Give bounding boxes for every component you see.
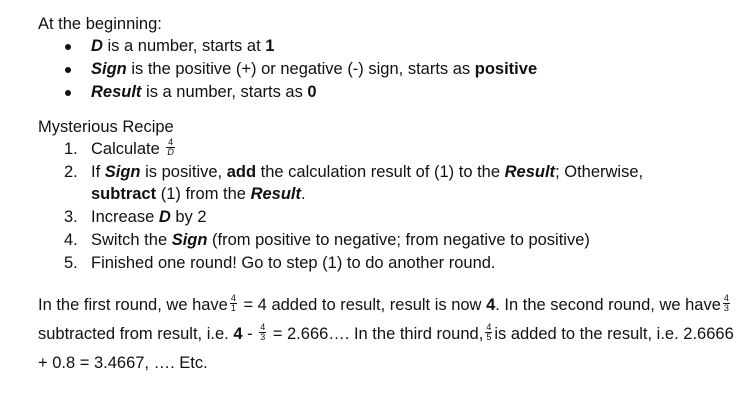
- paragraph-text: = 4 added to result, result is now: [238, 296, 487, 314]
- step-text: Increase: [91, 208, 159, 226]
- step-text: ; Otherwise,: [555, 163, 644, 181]
- term-result: Result: [91, 83, 142, 101]
- term-sign: Sign: [104, 163, 141, 181]
- paragraph-text: . In the second round, we have: [495, 296, 721, 314]
- step-text: Finished one round! Go to step (1) to do another round.: [91, 254, 496, 272]
- step-item: [38, 229, 743, 251]
- fraction-denominator: 1: [230, 303, 236, 314]
- bullet-icon: [65, 67, 71, 73]
- fraction-4-over-5: [485, 323, 492, 342]
- fraction-numerator: 4: [260, 322, 266, 333]
- step-text: .: [301, 185, 306, 203]
- document-page: [38, 13, 743, 378]
- list-item: [38, 81, 743, 104]
- paragraph-text: In the first round, we have: [38, 296, 228, 314]
- step-text: by 2: [170, 208, 207, 226]
- step-number: 3.: [64, 208, 78, 226]
- fraction-numerator: 4: [230, 293, 236, 304]
- fraction-denominator: 3: [260, 332, 266, 343]
- step-item: [38, 138, 743, 160]
- list-item-text: is the positive (+) or negative (-) sign, starts as: [126, 60, 475, 78]
- initial-values-list: [38, 35, 743, 104]
- recipe-heading: Mysterious Recipe: [38, 118, 174, 136]
- list-item-text: is a number, starts as: [141, 83, 308, 101]
- step-text: Switch the: [91, 231, 172, 249]
- term-sign: Sign: [91, 60, 127, 78]
- list-item-value: 1: [265, 37, 275, 55]
- fraction-4-over-1: [230, 294, 237, 313]
- fraction-denominator: 3: [723, 303, 729, 314]
- fraction-4-over-3: [723, 294, 730, 313]
- step-item: [38, 206, 743, 228]
- bullet-icon: [65, 44, 71, 50]
- list-item-text: is a number, starts at: [102, 37, 266, 55]
- explanation-paragraph: [38, 291, 743, 378]
- paragraph-text: subtracted from result, i.e.: [38, 325, 234, 343]
- step-text: (1) from the: [156, 185, 251, 203]
- term-result: Result: [250, 185, 301, 203]
- recipe-steps-list: [38, 138, 743, 274]
- fraction-denominator: 5: [486, 332, 492, 343]
- step-item: [38, 161, 743, 205]
- list-item: [38, 35, 743, 58]
- step-text: is positive,: [140, 163, 227, 181]
- fraction-numerator: 4: [486, 322, 492, 333]
- term-d: D: [91, 37, 103, 55]
- step-item: [38, 252, 743, 274]
- term-result: Result: [504, 163, 556, 181]
- step-number: 4.: [64, 231, 78, 249]
- paragraph-text: -: [242, 325, 258, 343]
- keyword-add: add: [226, 163, 257, 181]
- list-item-value: 0: [307, 83, 317, 101]
- term-sign: Sign: [171, 231, 208, 249]
- bullet-icon: [65, 90, 71, 96]
- step-text: If: [91, 163, 105, 181]
- step-number: 1.: [64, 140, 78, 158]
- fraction-4-over-3: [259, 323, 266, 342]
- keyword-subtract: subtract: [91, 185, 157, 203]
- list-item: [38, 58, 743, 81]
- paragraph-bold-value: 4: [486, 296, 496, 314]
- fraction-4-over-d: [166, 138, 175, 157]
- step-number: 2.: [64, 163, 78, 181]
- fraction-denominator: D: [167, 147, 174, 158]
- fraction-numerator: 4: [168, 137, 174, 148]
- step-text: (from positive to negative; from negative to positive): [207, 231, 590, 249]
- paragraph-bold-value: 4: [233, 325, 243, 343]
- fraction-numerator: 4: [723, 293, 729, 304]
- term-d: D: [158, 208, 171, 226]
- paragraph-text: = 2.666…. In the third round,: [268, 325, 484, 343]
- step-number: 5.: [64, 254, 78, 272]
- list-item-value: positive: [474, 60, 538, 78]
- step-text: the calculation result of (1) to the: [256, 163, 505, 181]
- step-text: Calculate: [91, 140, 160, 158]
- paragraph-text: is added to the result, i.e. 2.6666 + 0.8 = 3.4667, …. Etc.: [38, 325, 734, 372]
- beginning-heading: At the beginning:: [38, 15, 162, 33]
